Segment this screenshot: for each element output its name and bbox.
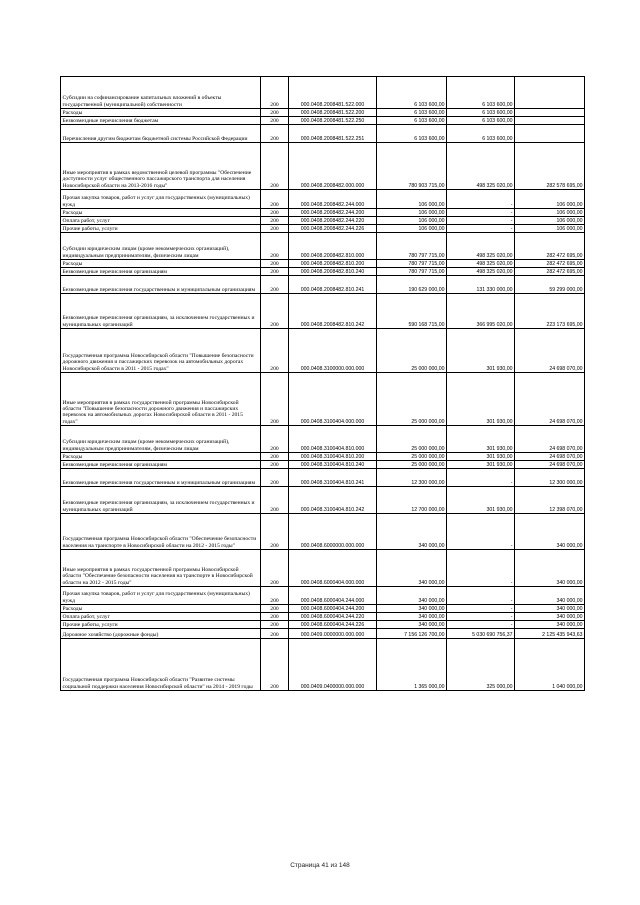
cell-classification-code: 000.0408.2008482.244.200 <box>289 209 377 217</box>
table-row <box>61 605 585 613</box>
cell-remaining-amount <box>515 109 585 117</box>
cell-executed-amount: - <box>447 621 515 629</box>
cell-executed-amount: 301 930,00 <box>447 329 515 373</box>
cell-classification-code: 000.0408.3100404.810.200 <box>289 453 377 461</box>
cell-remaining-amount: 106 000,00 <box>515 190 585 209</box>
cell-remaining-amount <box>515 117 585 125</box>
cell-approved-amount: 106 000,00 <box>377 225 447 233</box>
cell-approved-amount: 106 000,00 <box>377 209 447 217</box>
cell-code: 200 <box>261 260 289 268</box>
cell-name: Расходы <box>61 605 261 613</box>
cell-executed-amount: 366 995 020,00 <box>447 294 515 329</box>
table-row <box>61 453 585 461</box>
cell-remaining-amount <box>515 77 585 109</box>
cell-executed-amount: 301 930,00 <box>447 453 515 461</box>
cell-code: 200 <box>261 109 289 117</box>
table-row <box>61 125 585 143</box>
table-row <box>61 426 585 453</box>
table-row <box>61 260 585 268</box>
cell-approved-amount: 106 000,00 <box>377 217 447 225</box>
cell-approved-amount: 340 000,00 <box>377 514 447 550</box>
cell-classification-code: 000.0408.6000404.244.200 <box>289 605 377 613</box>
cell-approved-amount: 780 797 715,00 <box>377 268 447 276</box>
cell-classification-code: 000.0408.2008481.522.200 <box>289 109 377 117</box>
cell-remaining-amount: 282 472 695,00 <box>515 260 585 268</box>
cell-approved-amount: 780 903 715,00 <box>377 143 447 190</box>
cell-classification-code: 000.0408.2008482.000.000 <box>289 143 377 190</box>
cell-remaining-amount: 12 300 000,00 <box>515 469 585 487</box>
cell-code: 200 <box>261 143 289 190</box>
page-number: Страница 41 из 148 <box>290 862 350 869</box>
cell-name: Прочие работы, услуги <box>61 621 261 629</box>
cell-name: Безвозмездные перечисления бюджетам <box>61 117 261 125</box>
cell-code: 200 <box>261 514 289 550</box>
table-row <box>61 550 585 587</box>
cell-executed-amount: 325 000,00 <box>447 639 515 691</box>
cell-approved-amount: 7 156 126 700,00 <box>377 629 447 639</box>
cell-remaining-amount: 223 173 695,00 <box>515 294 585 329</box>
cell-code: 200 <box>261 233 289 260</box>
cell-name: Государственная программа Новосибирской области "Повышение безопасности дорожного движения и пассажирских перевозок на автомобильных дорогах Новосибирской области в 2011 - 2015 годах" <box>61 329 261 373</box>
cell-name: Безвозмездные перечисления организациям, за исключением государственных и муниципальных организаций <box>61 487 261 514</box>
cell-classification-code: 000.0408.3100404.810.241 <box>289 469 377 487</box>
cell-code: 200 <box>261 453 289 461</box>
cell-code: 200 <box>261 209 289 217</box>
cell-classification-code: 000.0408.2008481.522.250 <box>289 117 377 125</box>
cell-code: 200 <box>261 426 289 453</box>
cell-code: 200 <box>261 125 289 143</box>
cell-approved-amount: 340 000,00 <box>377 621 447 629</box>
cell-executed-amount: 498 325 020,00 <box>447 268 515 276</box>
cell-name: Безвозмездные перечисления государственным и муниципальным организациям <box>61 469 261 487</box>
cell-executed-amount: 301 930,00 <box>447 373 515 426</box>
cell-classification-code: 000.0408.2008482.810.200 <box>289 260 377 268</box>
cell-remaining-amount: 2 125 435 943,63 <box>515 629 585 639</box>
cell-approved-amount: 1 365 000,00 <box>377 639 447 691</box>
cell-remaining-amount: 340 000,00 <box>515 621 585 629</box>
cell-code: 200 <box>261 294 289 329</box>
cell-name: Перечисления другим бюджетам бюджетной системы Российской Федерации <box>61 125 261 143</box>
cell-code: 200 <box>261 461 289 469</box>
cell-code: 200 <box>261 225 289 233</box>
cell-executed-amount: 498 325 020,00 <box>447 260 515 268</box>
cell-classification-code: 000.0408.2008482.810.240 <box>289 268 377 276</box>
cell-name: Безвозмездные перечисления государственным и муниципальным организациям <box>61 276 261 294</box>
cell-name: Расходы <box>61 209 261 217</box>
cell-classification-code: 000.0408.2008482.244.000 <box>289 190 377 209</box>
cell-remaining-amount: 24 698 070,00 <box>515 373 585 426</box>
cell-executed-amount: 6 103 600,00 <box>447 109 515 117</box>
cell-classification-code: 000.0408.3100404.810.000 <box>289 426 377 453</box>
cell-name: Расходы <box>61 453 261 461</box>
table-row <box>61 233 585 260</box>
cell-classification-code: 000.0409.0000000.000.000 <box>289 629 377 639</box>
table-row <box>61 217 585 225</box>
cell-code: 200 <box>261 217 289 225</box>
cell-classification-code: 000.0408.3100404.000.000 <box>289 373 377 426</box>
cell-code: 200 <box>261 639 289 691</box>
cell-approved-amount: 6 103 600,00 <box>377 117 447 125</box>
cell-remaining-amount: 282 472 695,00 <box>515 233 585 260</box>
cell-executed-amount: - <box>447 209 515 217</box>
cell-approved-amount: 340 000,00 <box>377 587 447 605</box>
cell-approved-amount: 780 797 715,00 <box>377 260 447 268</box>
cell-name: Прочая закупка товаров, работ и услуг для государственных (муниципальных) нужд <box>61 190 261 209</box>
cell-code: 200 <box>261 276 289 294</box>
cell-code: 200 <box>261 117 289 125</box>
cell-executed-amount: 6 103 600,00 <box>447 125 515 143</box>
cell-classification-code: 000.0408.2008482.244.226 <box>289 225 377 233</box>
cell-classification-code: 000.0408.2008482.810.241 <box>289 276 377 294</box>
cell-name: Расходы <box>61 260 261 268</box>
cell-executed-amount: - <box>447 613 515 621</box>
table-row <box>61 461 585 469</box>
cell-approved-amount: 25 000 000,00 <box>377 426 447 453</box>
cell-executed-amount: - <box>447 550 515 587</box>
cell-remaining-amount: 24 698 070,00 <box>515 453 585 461</box>
cell-remaining-amount: 282 578 695,00 <box>515 143 585 190</box>
cell-name: Оплата работ, услуг <box>61 217 261 225</box>
cell-approved-amount: 25 000 000,00 <box>377 461 447 469</box>
cell-approved-amount: 12 700 000,00 <box>377 487 447 514</box>
cell-name: Безвозмездные перечисления организациям <box>61 461 261 469</box>
cell-executed-amount: 6 103 600,00 <box>447 77 515 109</box>
cell-approved-amount: 780 797 715,00 <box>377 233 447 260</box>
cell-remaining-amount: 340 000,00 <box>515 605 585 613</box>
cell-name: Государственная программа Новосибирской области "Обеспечение безопасности населения на транспорте в Новосибирской области на 2012 - 2015 годы" <box>61 514 261 550</box>
cell-remaining-amount: 59 299 000,00 <box>515 276 585 294</box>
cell-approved-amount: 12 300 000,00 <box>377 469 447 487</box>
cell-approved-amount: 25 000 000,00 <box>377 373 447 426</box>
cell-name: Расходы <box>61 109 261 117</box>
cell-code: 200 <box>261 190 289 209</box>
cell-executed-amount: 5 030 690 756,37 <box>447 629 515 639</box>
table-row <box>61 117 585 125</box>
cell-remaining-amount: 24 698 070,00 <box>515 329 585 373</box>
cell-name: Субсидии юридическим лицам (кроме некоммерческих организаций), индивидуальным предпринимателям, физическим лицам <box>61 233 261 260</box>
cell-code: 200 <box>261 587 289 605</box>
cell-name: Прочие работы, услуги <box>61 225 261 233</box>
budget-sheet <box>60 76 584 691</box>
cell-code: 200 <box>261 605 289 613</box>
table-row <box>61 469 585 487</box>
cell-approved-amount: 25 000 000,00 <box>377 453 447 461</box>
cell-name: Субсидии юридическим лицам (кроме некоммерческих организаций), индивидуальным предпринимателям, физическим лицам <box>61 426 261 453</box>
cell-remaining-amount: 340 000,00 <box>515 613 585 621</box>
cell-remaining-amount: 282 472 695,00 <box>515 268 585 276</box>
cell-approved-amount: 6 103 600,00 <box>377 77 447 109</box>
table-row <box>61 639 585 691</box>
cell-executed-amount: 498 325 020,00 <box>447 143 515 190</box>
cell-code: 200 <box>261 329 289 373</box>
table-row <box>61 329 585 373</box>
cell-name: Государственная программа Новосибирской области "Развитие системы социальной поддержки населения Новосибирской области" на 2014 - 2019 годы <box>61 639 261 691</box>
cell-classification-code: 000.0408.6000404.244.220 <box>289 613 377 621</box>
table-row <box>61 109 585 117</box>
table-row <box>61 143 585 190</box>
cell-classification-code: 000.0408.3100404.810.240 <box>289 461 377 469</box>
cell-approved-amount: 590 168 715,00 <box>377 294 447 329</box>
table-row <box>61 373 585 426</box>
table-row <box>61 629 585 639</box>
cell-name: Иные мероприятия в рамках ведомственной целевой программы "Обеспечение доступности услуг общественного пассажирского транспорта для населения Новосибирской области на 2013-2016 годы" <box>61 143 261 190</box>
cell-classification-code: 000.0408.3100404.810.242 <box>289 487 377 514</box>
cell-approved-amount: 190 629 000,00 <box>377 276 447 294</box>
table-row <box>61 621 585 629</box>
cell-name: Безвозмездные перечисления организациям <box>61 268 261 276</box>
cell-code: 200 <box>261 550 289 587</box>
cell-code: 200 <box>261 629 289 639</box>
cell-executed-amount: 301 930,00 <box>447 426 515 453</box>
cell-code: 200 <box>261 621 289 629</box>
cell-approved-amount: 6 103 600,00 <box>377 125 447 143</box>
cell-remaining-amount <box>515 125 585 143</box>
cell-remaining-amount: 24 698 070,00 <box>515 461 585 469</box>
cell-code: 200 <box>261 613 289 621</box>
cell-approved-amount: 340 000,00 <box>377 613 447 621</box>
cell-name: Дорожное хозяйство (дорожные фонды) <box>61 629 261 639</box>
cell-executed-amount: - <box>447 605 515 613</box>
cell-code: 200 <box>261 373 289 426</box>
cell-classification-code: 000.0408.6000000.000.000 <box>289 514 377 550</box>
cell-classification-code: 000.0408.2008481.522.000 <box>289 77 377 109</box>
cell-classification-code: 000.0408.6000404.244.000 <box>289 587 377 605</box>
cell-remaining-amount: 106 000,00 <box>515 209 585 217</box>
cell-name: Прочая закупка товаров, работ и услуг для государственных (муниципальных) нужд <box>61 587 261 605</box>
cell-code: 200 <box>261 487 289 514</box>
cell-executed-amount: 131 330 000,00 <box>447 276 515 294</box>
cell-name: Субсидии на софинансирование капитальных вложений в объекты государственной (муниципальной) собственности <box>61 77 261 109</box>
table-row <box>61 587 585 605</box>
table-row <box>61 276 585 294</box>
cell-executed-amount: 6 103 600,00 <box>447 117 515 125</box>
budget-table <box>60 76 585 691</box>
cell-approved-amount: 106 000,00 <box>377 190 447 209</box>
table-row <box>61 225 585 233</box>
cell-code: 200 <box>261 469 289 487</box>
cell-classification-code: 000.0408.2008482.810.000 <box>289 233 377 260</box>
cell-remaining-amount: 340 000,00 <box>515 550 585 587</box>
cell-remaining-amount: 340 000,00 <box>515 514 585 550</box>
cell-executed-amount: 498 325 020,00 <box>447 233 515 260</box>
table-row <box>61 268 585 276</box>
cell-remaining-amount: 12 398 070,00 <box>515 487 585 514</box>
cell-approved-amount: 340 000,00 <box>377 605 447 613</box>
cell-name: Иные мероприятия в рамках государственной программы Новосибирской области "Повышение безопасности дорожного движения и пассажирских перевозок на автомобильных дорогах Новосибирской области в 2011 - 2015 годах" <box>61 373 261 426</box>
cell-executed-amount: - <box>447 217 515 225</box>
cell-name: Безвозмездные перечисления организациям, за исключением государственных и муниципальных организаций <box>61 294 261 329</box>
budget-table-body <box>61 77 585 691</box>
cell-classification-code: 000.0408.6000404.000.000 <box>289 550 377 587</box>
cell-name: Иные мероприятия в рамках государственной программы Новосибирской области "Обеспечение безопасности населения на транспорте в Новосибирской области на 2012 - 2015 годы" <box>61 550 261 587</box>
cell-remaining-amount: 24 698 070,00 <box>515 426 585 453</box>
cell-remaining-amount: 106 000,00 <box>515 217 585 225</box>
cell-executed-amount: - <box>447 514 515 550</box>
cell-executed-amount: - <box>447 225 515 233</box>
cell-code: 200 <box>261 77 289 109</box>
cell-classification-code: 000.0409.0400000.000.000 <box>289 639 377 691</box>
cell-executed-amount: - <box>447 587 515 605</box>
cell-approved-amount: 6 103 600,00 <box>377 109 447 117</box>
table-row <box>61 77 585 109</box>
cell-name: Оплата работ, услуг <box>61 613 261 621</box>
table-row <box>61 487 585 514</box>
cell-classification-code: 000.0408.2008482.810.242 <box>289 294 377 329</box>
cell-remaining-amount: 340 000,00 <box>515 587 585 605</box>
table-row <box>61 209 585 217</box>
table-row <box>61 294 585 329</box>
table-row <box>61 514 585 550</box>
cell-classification-code: 000.0408.6000404.244.226 <box>289 621 377 629</box>
cell-approved-amount: 25 000 000,00 <box>377 329 447 373</box>
table-row <box>61 613 585 621</box>
cell-executed-amount: - <box>447 469 515 487</box>
cell-remaining-amount: 1 040 000,00 <box>515 639 585 691</box>
cell-classification-code: 000.0408.3100000.000.000 <box>289 329 377 373</box>
cell-executed-amount: - <box>447 190 515 209</box>
cell-classification-code: 000.0408.2008482.244.220 <box>289 217 377 225</box>
table-row <box>61 190 585 209</box>
cell-classification-code: 000.0408.2008481.522.251 <box>289 125 377 143</box>
cell-executed-amount: 301 930,00 <box>447 487 515 514</box>
cell-code: 200 <box>261 268 289 276</box>
cell-approved-amount: 340 000,00 <box>377 550 447 587</box>
cell-remaining-amount: 106 000,00 <box>515 225 585 233</box>
cell-executed-amount: 301 930,00 <box>447 461 515 469</box>
